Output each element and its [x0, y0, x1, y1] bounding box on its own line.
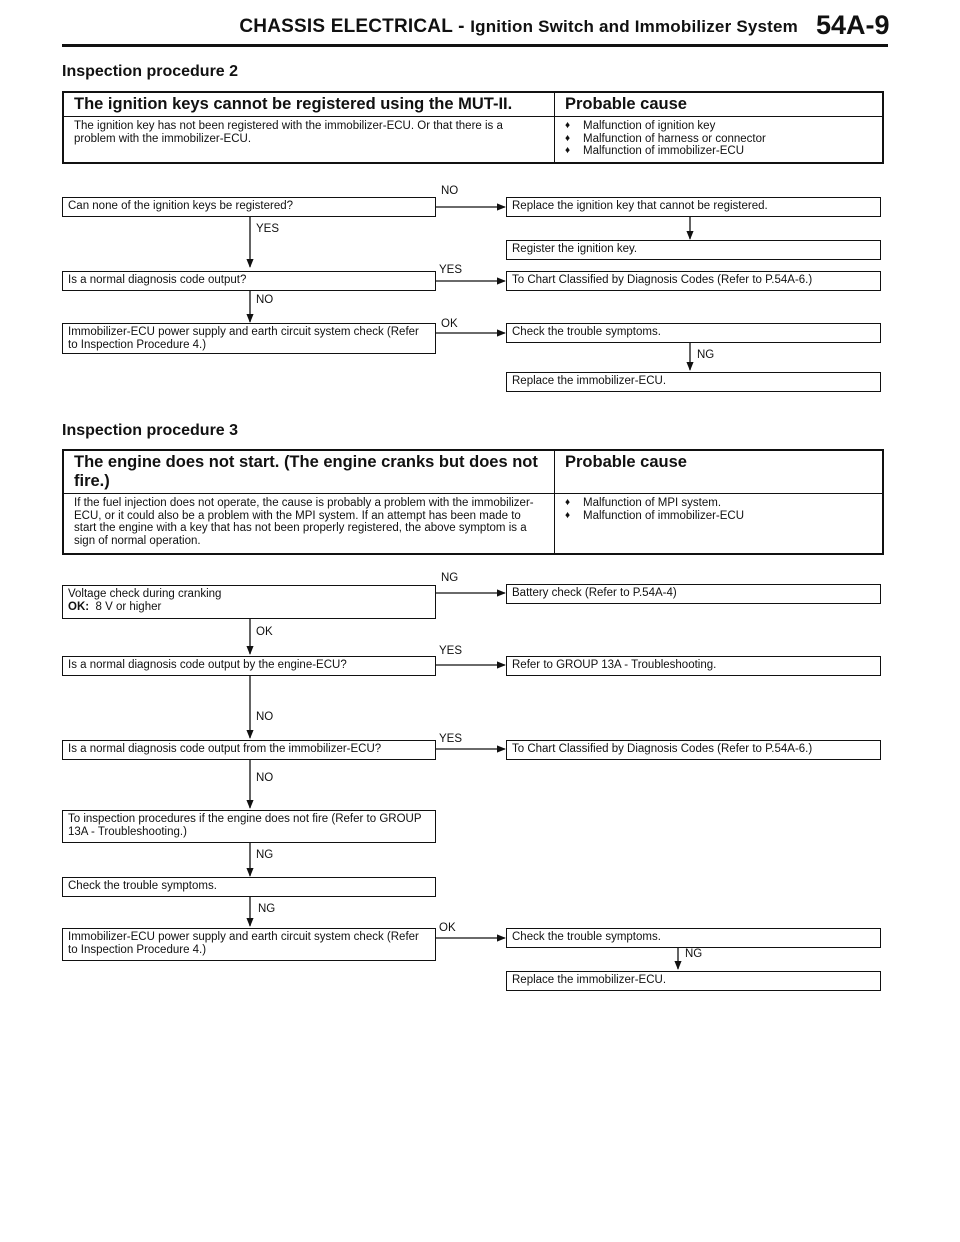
proc3-voltage-ok-label: OK:: [68, 600, 90, 613]
proc3-label-yes: YES: [439, 733, 463, 745]
proc3-voltage-ok-value: 8 V or higher: [95, 600, 162, 613]
proc2-power-earth-check: Immobilizer-ECU power supply and earth circuit system check (Refer to Inspection Procedure 4.): [62, 323, 436, 354]
proc3-action-replace-ecu: Replace the immobilizer-ECU.: [506, 971, 881, 991]
proc3-label-ng: NG: [685, 948, 703, 960]
proc3-cause-table: [62, 449, 884, 555]
proc2-action-diag-chart: To Chart Classified by Diagnosis Codes (Refer to P.54A-6.): [506, 271, 881, 291]
proc2-label-yes: YES: [256, 223, 280, 235]
proc2-cause-item: ♦ Malfunction of immobilizer-ECU: [565, 145, 872, 158]
proc2-description: The ignition key has not been registered with the immobilizer-ECU. Or that there is a problem with the immobilizer-ECU.: [74, 120, 503, 145]
proc3-label-ng: NG: [256, 849, 274, 861]
proc2-heading: Inspection procedure 2: [62, 63, 239, 80]
proc3-power-earth-check: Immobilizer-ECU power supply and earth circuit system check (Refer to Inspection Procedure 4.): [62, 928, 436, 961]
proc2-label-no: NO: [441, 185, 459, 197]
proc2-cause-item: ♦ Malfunction of ignition key: [565, 120, 872, 133]
proc3-label-ng: NG: [441, 572, 459, 584]
page-number: 54A-9: [816, 10, 890, 40]
proc3-action-diag-chart: To Chart Classified by Diagnosis Codes (Refer to P.54A-6.): [506, 740, 881, 760]
section-title: CHASSIS ELECTRICAL -: [239, 16, 465, 37]
proc3-label-no: NO: [256, 711, 274, 723]
proc3-cause-item: ♦ Malfunction of immobilizer-ECU: [565, 510, 872, 523]
proc2-label-ok: OK: [441, 318, 458, 330]
proc3-heading: Inspection procedure 3: [62, 422, 239, 439]
proc2-label-yes: YES: [439, 264, 463, 276]
proc3-label-ok: OK: [256, 626, 273, 638]
proc2-cause-table: [62, 91, 884, 164]
proc2-question-diag-code: Is a normal diagnosis code output?: [62, 271, 436, 291]
proc2-action-replace-key: Replace the ignition key that cannot be registered.: [506, 197, 881, 217]
proc2-action-replace-ecu: Replace the immobilizer-ECU.: [506, 372, 881, 392]
proc2-action-check-symptoms: Check the trouble symptoms.: [506, 323, 881, 343]
proc3-action-check-symptoms: Check the trouble symptoms.: [506, 928, 881, 948]
proc3-causes-list: [555, 494, 884, 555]
proc2-symptom-header: The ignition keys cannot be registered using the MUT-II.: [63, 92, 555, 117]
proc3-label-ok: OK: [439, 922, 456, 934]
proc3-check-symptoms: Check the trouble symptoms.: [62, 877, 436, 897]
proc3-action-battery-check: Battery check (Refer to P.54A-4): [506, 584, 881, 604]
proc3-voltage-criteria: [68, 601, 430, 614]
section-subtitle: Ignition Switch and Immobilizer System: [470, 17, 798, 36]
proc3-description: If the fuel injection does not operate, the cause is probably a problem with the immobilizer-ECU, or it could also be a problem with the MPI system. If an attempt has been made to start the engine with a key that has not been properly registered, the above symptom is a sign of normal operation.: [74, 497, 534, 547]
proc2-label-ng: NG: [697, 349, 715, 361]
proc3-not-fire-procedure: To inspection procedures if the engine does not fire (Refer to GROUP 13A - Troubleshooting.): [62, 810, 436, 843]
proc3-cause-item: ♦ Malfunction of MPI system.: [565, 497, 872, 510]
proc3-cause-header: Probable cause: [555, 450, 884, 494]
proc3-symptom-header: The engine does not start. (The engine cranks but does not fire.): [63, 450, 555, 494]
proc3-label-no: NO: [256, 772, 274, 784]
proc2-question-none-registered: Can none of the ignition keys be registered?: [62, 197, 436, 217]
proc3-question-immobilizer-ecu: Is a normal diagnosis code output from the immobilizer-ECU?: [62, 740, 436, 760]
proc3-label-yes: YES: [439, 645, 463, 657]
proc3-voltage-check: [62, 585, 436, 619]
proc2-cause-header: Probable cause: [555, 92, 884, 117]
proc3-voltage-check-title: Voltage check during cranking: [68, 588, 222, 600]
proc2-action-register-key: Register the ignition key.: [506, 240, 881, 260]
proc2-label-no: NO: [256, 294, 274, 306]
proc3-question-engine-ecu: Is a normal diagnosis code output by the engine-ECU?: [62, 656, 436, 676]
proc3-label-ng: NG: [258, 903, 276, 915]
proc3-action-group13a: Refer to GROUP 13A - Troubleshooting.: [506, 656, 881, 676]
proc2-cause-item: ♦ Malfunction of harness or connector: [565, 133, 872, 146]
proc2-causes-list: [555, 117, 884, 163]
